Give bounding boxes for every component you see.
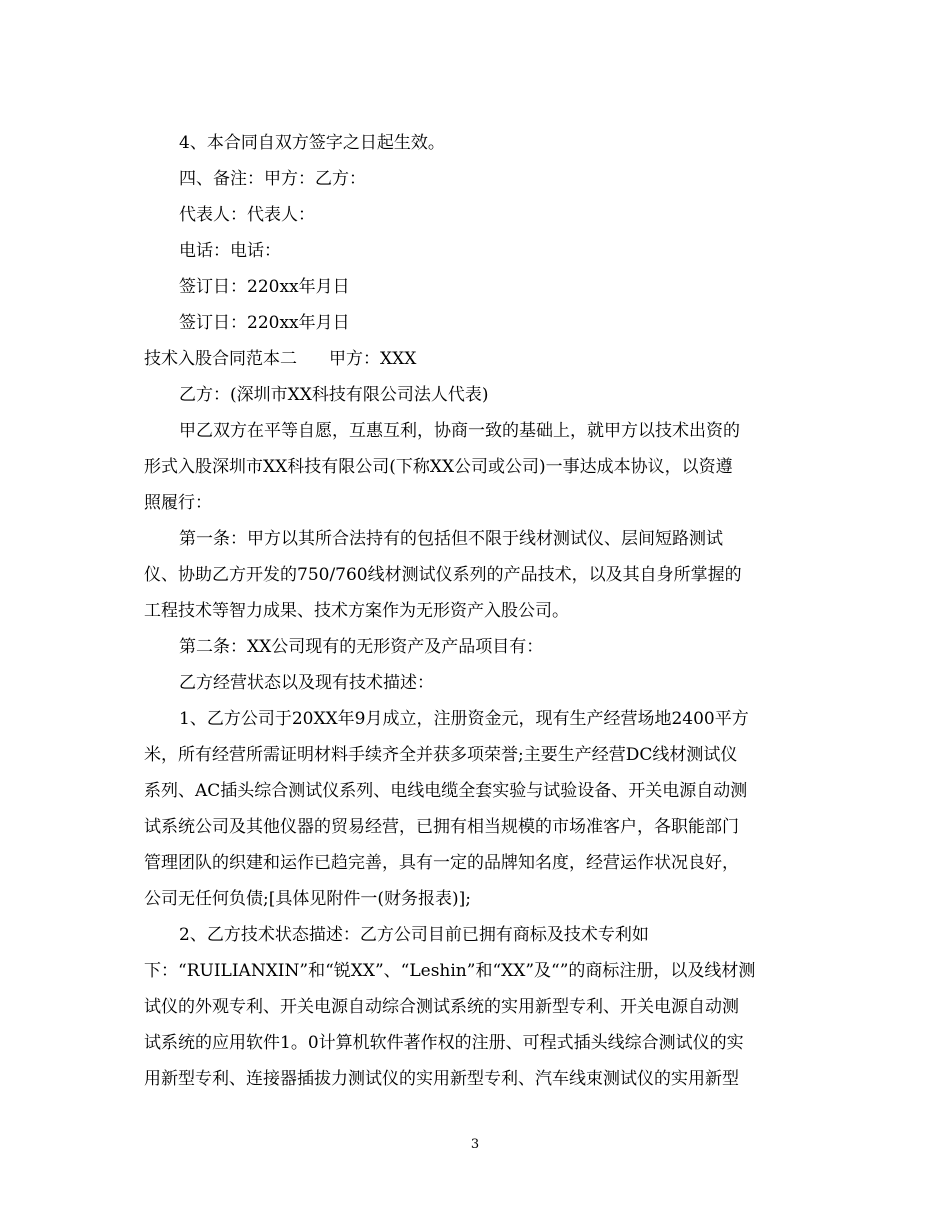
text-line-content: 试系统的应用软件1。0计算机软件著作权的注册、可程式插头线综合测试仪的实 bbox=[144, 1033, 744, 1053]
text-line-content: 4、本合同自双方签字之日起生效。 bbox=[179, 133, 445, 153]
text-line bbox=[144, 1025, 804, 1061]
text-line-content: 四、备注：甲方：乙方： bbox=[179, 169, 366, 189]
text-line bbox=[144, 629, 804, 665]
text-line bbox=[144, 125, 804, 161]
text-line-content: 签订日：220xx年月日 bbox=[179, 277, 350, 297]
document-body bbox=[144, 125, 804, 1097]
text-line bbox=[144, 917, 804, 953]
text-line bbox=[144, 233, 804, 269]
text-line-content: 形式入股深圳市XX科技有限公司(下称XX公司或公司)一事达成本协议，以资遵 bbox=[144, 457, 733, 477]
text-line-content: 甲乙双方在平等自愿，互惠互利，协商一致的基础上，就甲方以技术出资的 bbox=[179, 421, 740, 441]
text-line bbox=[144, 341, 804, 377]
text-line-content: 技术入股合同范本二 bbox=[144, 349, 297, 369]
text-line bbox=[144, 269, 804, 305]
text-line-content: 试仪的外观专利、开关电源自动综合测试系统的实用新型专利、开关电源自动测 bbox=[144, 997, 739, 1017]
text-line bbox=[144, 881, 804, 917]
text-line bbox=[144, 449, 804, 485]
text-line-content: 下：“RUILIANXIN”和“锐XX”、“Leshin”和“XX”及“”的商标注册，以及线材测 bbox=[144, 961, 756, 981]
text-line bbox=[144, 1061, 804, 1097]
text-line-content: 代表人：代表人： bbox=[179, 205, 315, 225]
text-line bbox=[144, 593, 804, 629]
text-line-content: 用新型专利、连接器插拔力测试仪的实用新型专利、汽车线束测试仪的实用新型 bbox=[144, 1069, 739, 1089]
text-line-content: 系列、AC插头综合测试仪系列、电线电缆全套实验与试验设备、开关电源自动测 bbox=[144, 781, 748, 801]
text-line bbox=[144, 161, 804, 197]
text-line bbox=[144, 701, 804, 737]
text-line bbox=[144, 305, 804, 341]
text-line bbox=[144, 197, 804, 233]
text-line-content: 乙方经营状态以及现有技术描述： bbox=[179, 673, 434, 693]
text-line bbox=[144, 557, 804, 593]
text-line-content: 第二条：XX公司现有的无形资产及产品项目有： bbox=[179, 637, 544, 657]
text-line-extra: 甲方：XXX bbox=[329, 349, 417, 369]
text-line bbox=[144, 845, 804, 881]
text-line bbox=[144, 953, 804, 989]
text-line bbox=[144, 665, 804, 701]
text-line bbox=[144, 521, 804, 557]
text-line-content: 工程技术等智力成果、技术方案作为无形资产入股公司。 bbox=[144, 601, 569, 621]
text-line-content: 米，所有经营所需证明材料手续齐全并获多项荣誉;主要生产经营DC线材测试仪 bbox=[144, 745, 738, 765]
text-line bbox=[144, 413, 804, 449]
text-line bbox=[144, 809, 804, 845]
text-line bbox=[144, 773, 804, 809]
text-line-content: 管理团队的织建和运作已趋完善，具有一定的品牌知名度，经营运作状况良好， bbox=[144, 853, 739, 873]
text-line bbox=[144, 737, 804, 773]
text-line-content: 乙方：(深圳市XX科技有限公司法人代表) bbox=[179, 385, 489, 405]
text-line-content: 照履行： bbox=[144, 493, 212, 513]
text-line-content: 公司无任何负债;[具体见附件一(财务报表)]; bbox=[144, 889, 471, 909]
page-number: 3 bbox=[470, 1137, 480, 1152]
text-line-content: 签订日：220xx年月日 bbox=[179, 313, 350, 333]
text-line-content: 试系统公司及其他仪器的贸易经营，已拥有相当规模的市场准客户，各职能部门 bbox=[144, 817, 739, 837]
text-line-content: 1、乙方公司于20XX年9月成立，注册资金元，现有生产经营场地2400平方 bbox=[179, 709, 749, 729]
text-line bbox=[144, 485, 804, 521]
text-line-content: 仪、协助乙方开发的750/760线材测试仪系列的产品技术，以及其自身所掌握的 bbox=[144, 565, 742, 585]
text-line bbox=[144, 377, 804, 413]
text-line-content: 2、乙方技术状态描述：乙方公司目前已拥有商标及技术专利如 bbox=[179, 925, 649, 945]
text-line-content: 电话：电话： bbox=[179, 241, 281, 261]
text-line-content: 第一条：甲方以其所合法持有的包括但不限于线材测试仪、层间短路测试 bbox=[179, 529, 723, 549]
text-line bbox=[144, 989, 804, 1025]
